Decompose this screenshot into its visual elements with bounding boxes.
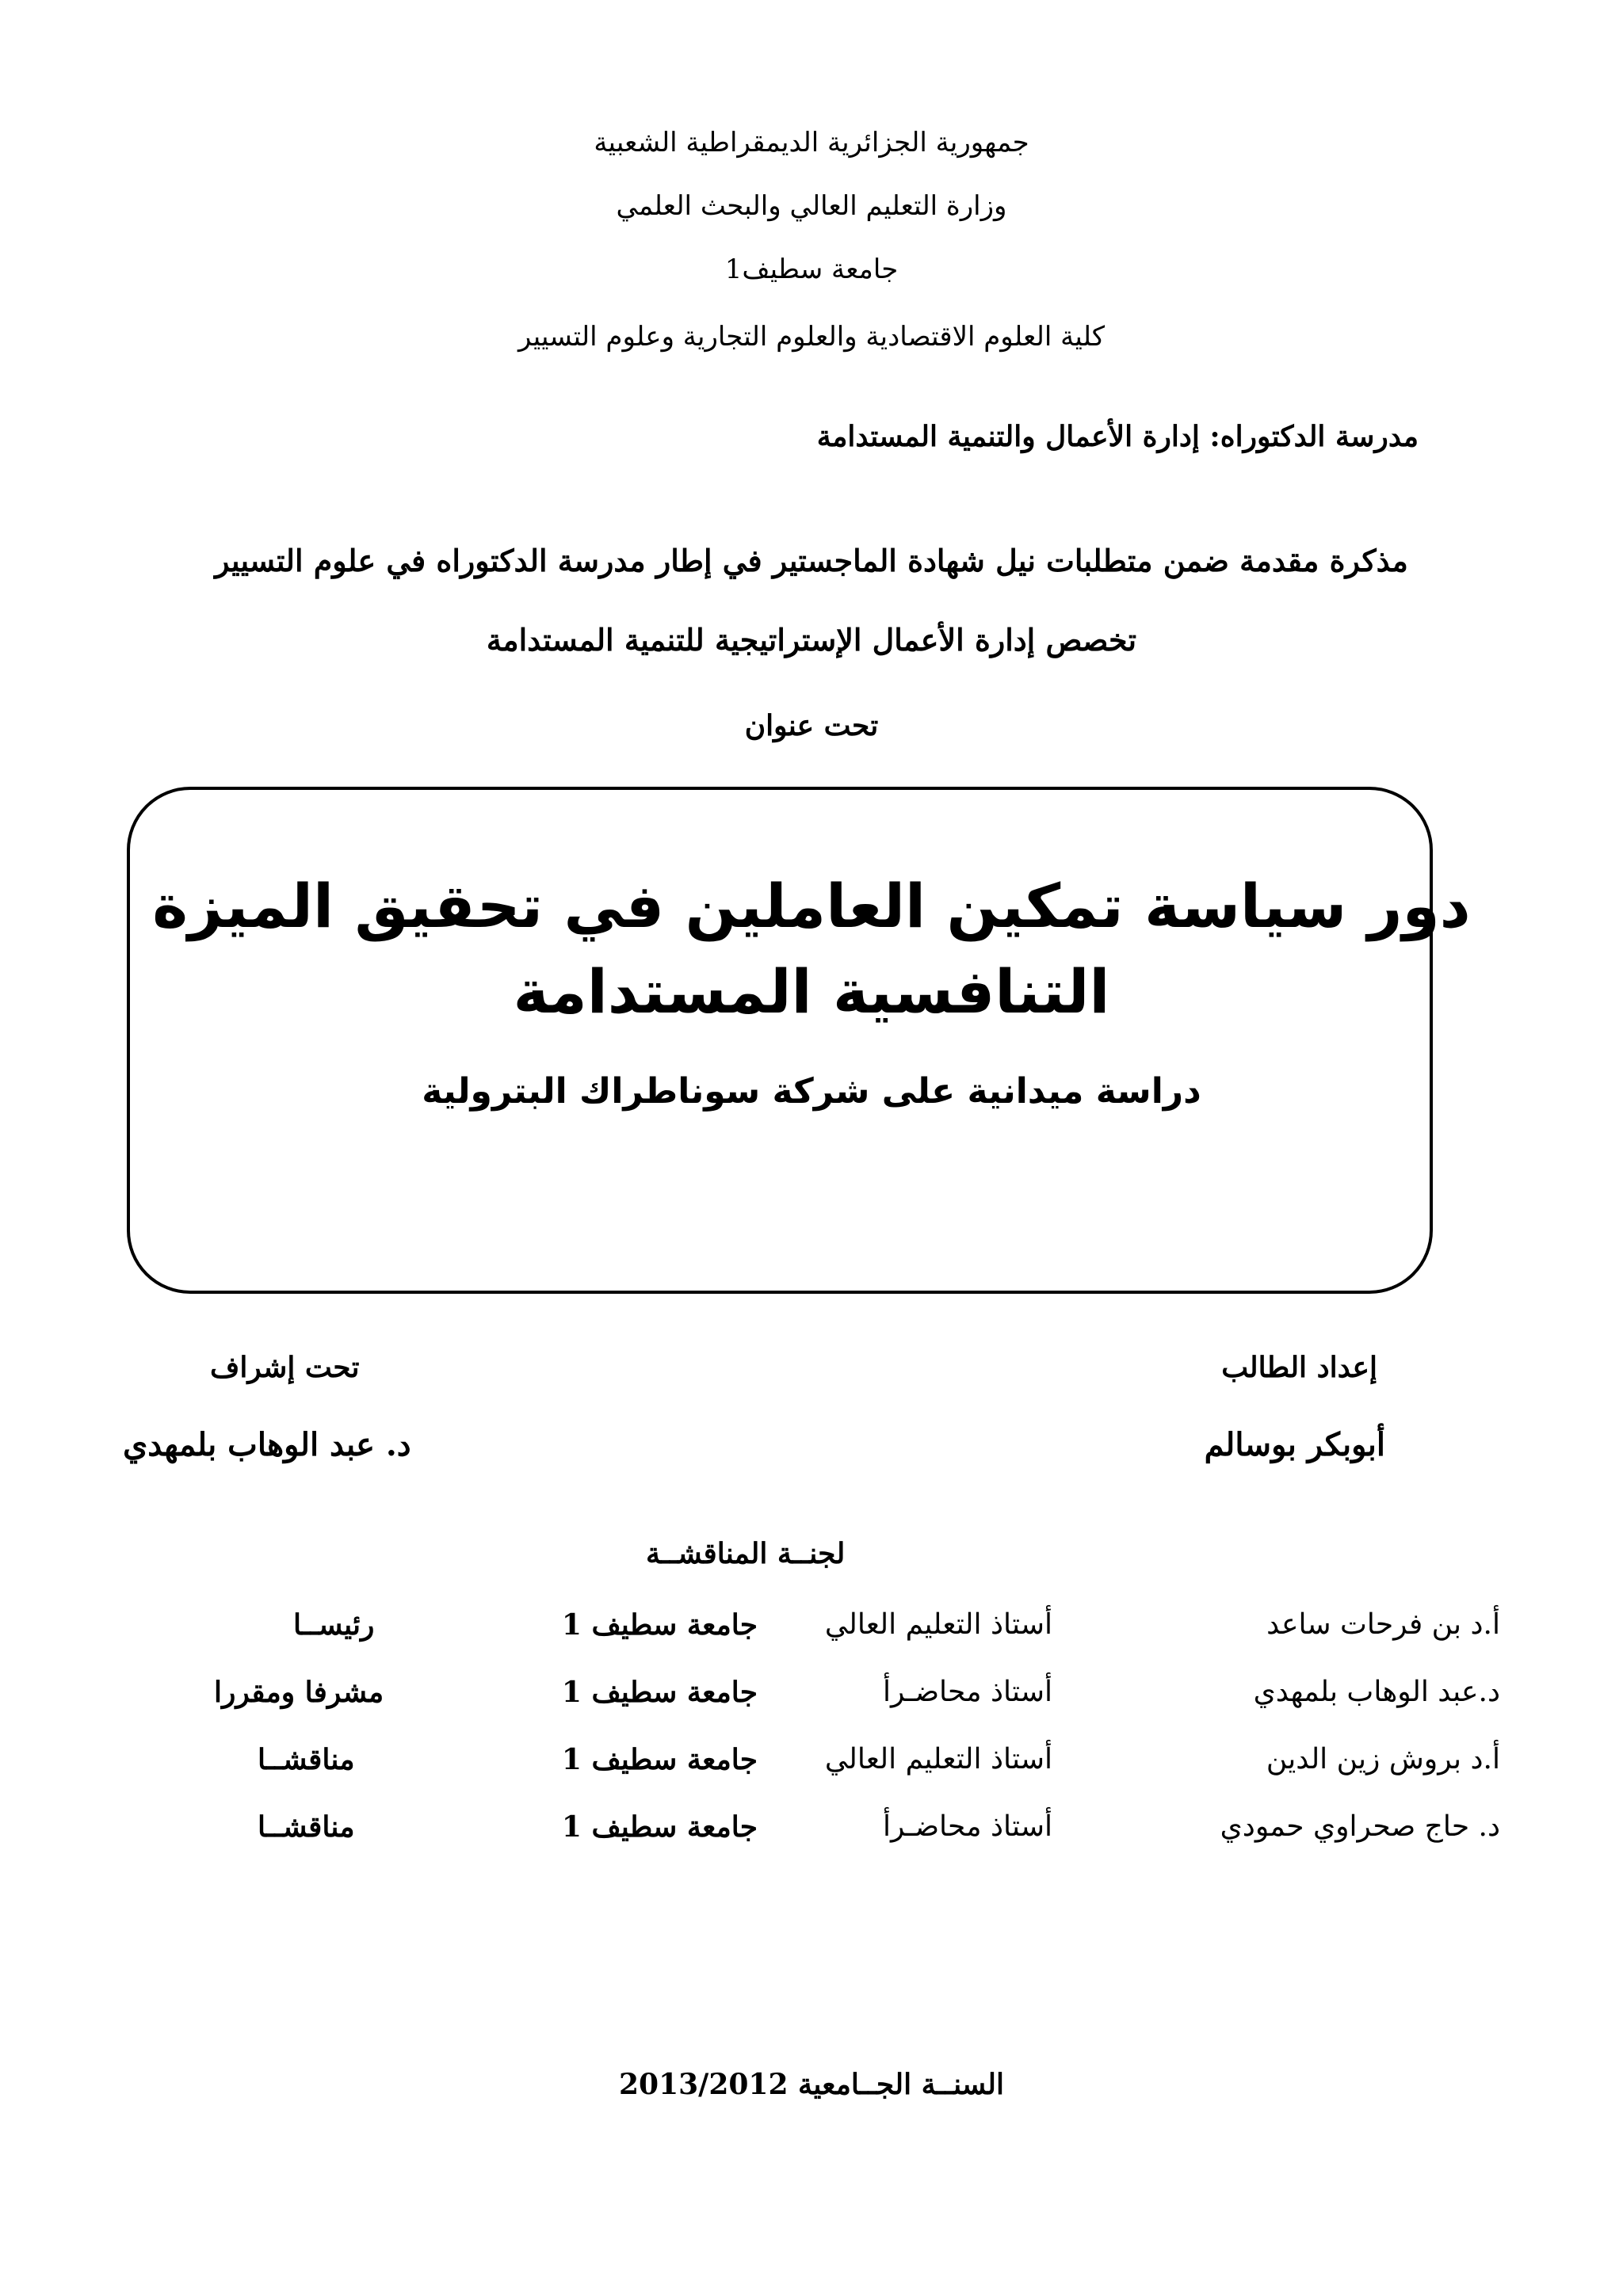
student-name: أبوبكر بوسالم — [1204, 1426, 1385, 1463]
jury-row — [0, 1743, 1623, 1791]
jury-label: لجنــة المناقشــة — [646, 1537, 846, 1570]
memo-line-1: مذكرة مقدمة ضمن متطلبات نيل شهادة الماجستير في إطار مدرسة الدكتوراه في علوم التسيير — [215, 543, 1408, 578]
jury-member-rank: أستاذ التعليم العالي — [824, 1608, 1052, 1641]
student-label: إعداد الطالب — [1221, 1351, 1377, 1384]
university-heading: جامعة سطيف1 — [724, 254, 899, 285]
jury-member-university: جامعة سطيف 1 — [561, 1676, 758, 1709]
thesis-subtitle: دراسة ميدانية على شركة سوناطراك البترولية — [422, 1071, 1201, 1112]
jury-row — [0, 1810, 1623, 1858]
doctoral-school: مدرسة الدكتوراه: إدارة الأعمال والتنمية المستدامة — [816, 420, 1419, 453]
jury-member-name: أ.د بروش زين الدين — [1266, 1743, 1500, 1775]
faculty-heading: كلية العلوم الاقتصادية والعلوم التجارية وعلوم التسيير — [517, 321, 1106, 353]
jury-member-rank: أستاذ التعليم العالي — [824, 1743, 1052, 1775]
jury-member-name: د. حاج صحراوي حمودي — [1220, 1810, 1500, 1843]
republic-heading: جمهورية الجزائرية الديمقراطية الشعبية — [594, 127, 1029, 158]
thesis-title-line-1: دور سياسة تمكين العاملين في تحقيق الميزة — [152, 871, 1471, 941]
jury-member-role: مناقشــا — [258, 1810, 355, 1844]
jury-member-university: جامعة سطيف 1 — [561, 1608, 758, 1642]
title-box — [127, 787, 1433, 1294]
jury-row — [0, 1608, 1623, 1656]
supervisor-name: د. عبد الوهاب بلمهدي — [123, 1426, 411, 1463]
jury-member-university: جامعة سطيف 1 — [561, 1810, 758, 1844]
jury-row — [0, 1676, 1623, 1723]
jury-member-role: مشرفا ومقررا — [214, 1676, 384, 1709]
thesis-title-line-2: التنافسية المستدامة — [513, 956, 1110, 1027]
jury-member-name: د.عبد الوهاب بلمهدي — [1253, 1676, 1500, 1708]
under-title-label: تحت عنوان — [744, 709, 879, 742]
academic-year: السنــة الجــامعية 2013/2012 — [618, 2068, 1005, 2101]
memo-line-2: تخصص إدارة الأعمال الإستراتيجية للتنمية المستدامة — [486, 622, 1137, 658]
jury-member-role: مناقشــا — [258, 1743, 355, 1776]
jury-member-rank: أستاذ محاضـرأ — [883, 1810, 1052, 1843]
jury-member-name: أ.د بن فرحات ساعد — [1266, 1608, 1500, 1641]
jury-member-rank: أستاذ محاضـرأ — [883, 1676, 1052, 1708]
jury-member-role: رئيســا — [293, 1608, 375, 1642]
supervisor-label: تحت إشراف — [210, 1351, 360, 1384]
jury-member-university: جامعة سطيف 1 — [561, 1743, 758, 1776]
ministry-heading: وزارة التعليم العالي والبحث العلمي — [616, 190, 1007, 222]
